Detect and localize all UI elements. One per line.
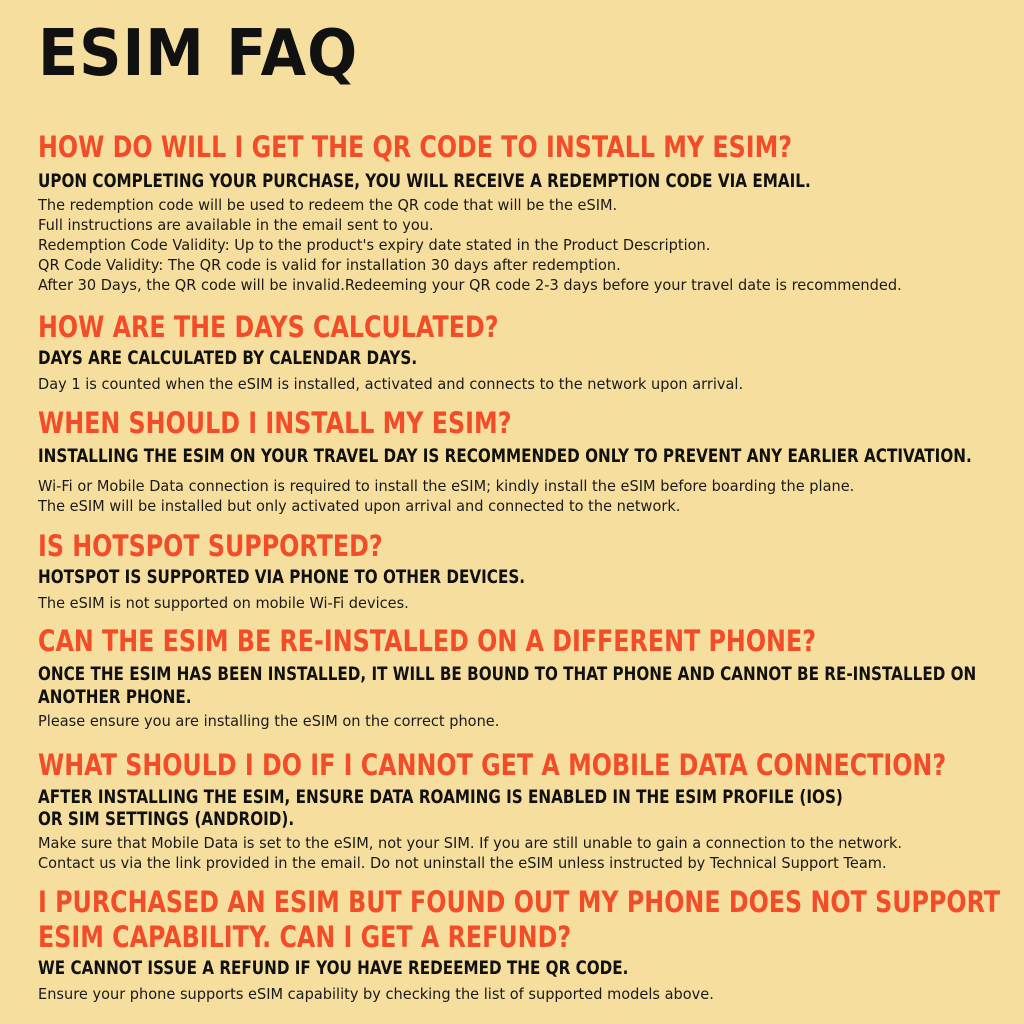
faq-answer: INSTALLING THE ESIM ON YOUR TRAVEL DAY IS RECOMMENDED ONLY TO PREVENT ANY EARLIER ACTIVATION. xyxy=(38,445,972,467)
faq-detail: Please ensure you are installing the eSIM on the correct phone. xyxy=(38,712,500,730)
faq-detail: Contact us via the link provided in the email. Do not uninstall the eSIM unless instructed by Technical Support Team. xyxy=(38,854,887,872)
faq-question-line: ESIM CAPABILITY. CAN I GET A REFUND? xyxy=(38,920,572,954)
faq-answer-line: ANOTHER PHONE. xyxy=(38,686,192,708)
faq-detail: The eSIM is not supported on mobile Wi-Fi devices. xyxy=(38,594,409,612)
faq-question: WHEN SHOULD I INSTALL MY ESIM? xyxy=(38,406,512,440)
faq-question: IS HOTSPOT SUPPORTED? xyxy=(38,529,383,563)
faq-answer: DAYS ARE CALCULATED BY CALENDAR DAYS. xyxy=(38,347,418,369)
faq-detail: QR Code Validity: The QR code is valid for installation 30 days after redemption. xyxy=(38,256,621,274)
faq-question: HOW ARE THE DAYS CALCULATED? xyxy=(38,310,499,344)
faq-detail: Wi-Fi or Mobile Data connection is required to install the eSIM; kindly install the eSIM before boarding the plane. xyxy=(38,477,855,495)
faq-detail: Redemption Code Validity: Up to the product's expiry date stated in the Product Description. xyxy=(38,236,711,254)
faq-detail: Ensure your phone supports eSIM capability by checking the list of supported models above. xyxy=(38,985,714,1003)
faq-detail: After 30 Days, the QR code will be invalid.Redeeming your QR code 2-3 days before your travel date is recommended. xyxy=(38,276,902,294)
faq-answer: HOTSPOT IS SUPPORTED VIA PHONE TO OTHER DEVICES. xyxy=(38,566,526,588)
faq-detail: Make sure that Mobile Data is set to the eSIM, not your SIM. If you are still unable to gain a connection to the network. xyxy=(38,834,903,852)
faq-question: WHAT SHOULD I DO IF I CANNOT GET A MOBILE DATA CONNECTION? xyxy=(38,748,947,782)
faq-answer-line: ONCE THE ESIM HAS BEEN INSTALLED, IT WILL BE BOUND TO THAT PHONE AND CANNOT BE RE-INSTALLED ON xyxy=(38,663,977,685)
faq-detail: The eSIM will be installed but only activated upon arrival and connected to the network. xyxy=(38,497,681,515)
faq-detail: The redemption code will be used to redeem the QR code that will be the eSIM. xyxy=(38,196,618,214)
faq-detail: Full instructions are available in the email sent to you. xyxy=(38,216,434,234)
faq-question: HOW DO WILL I GET THE QR CODE TO INSTALL MY ESIM? xyxy=(38,130,793,164)
faq-answer-line: AFTER INSTALLING THE ESIM, ENSURE DATA ROAMING IS ENABLED IN THE ESIM PROFILE (IOS) xyxy=(38,786,843,808)
page-title: ESIM FAQ xyxy=(38,17,359,91)
faq-answer: UPON COMPLETING YOUR PURCHASE, YOU WILL RECEIVE A REDEMPTION CODE VIA EMAIL. xyxy=(38,170,811,192)
faq-question: CAN THE ESIM BE RE-INSTALLED ON A DIFFERENT PHONE? xyxy=(38,624,816,658)
faq-question-line: I PURCHASED AN ESIM BUT FOUND OUT MY PHONE DOES NOT SUPPORT xyxy=(38,885,1001,919)
faq-answer-line: OR SIM SETTINGS (ANDROID). xyxy=(38,808,295,830)
faq-detail: Day 1 is counted when the eSIM is installed, activated and connects to the network upon arrival. xyxy=(38,375,744,393)
faq-answer: WE CANNOT ISSUE A REFUND IF YOU HAVE REDEEMED THE QR CODE. xyxy=(38,957,629,979)
